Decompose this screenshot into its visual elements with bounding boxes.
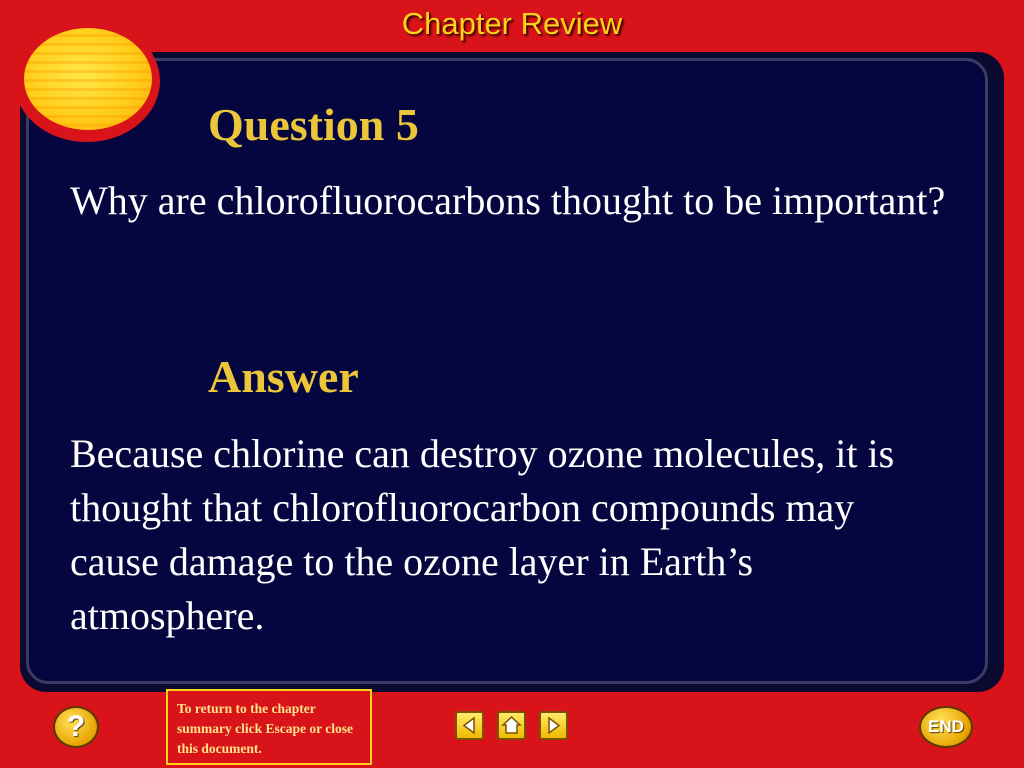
sun-icon [24,28,152,130]
question-text: Why are chlorofluorocarbons thought to be important? [70,178,946,223]
previous-button[interactable] [455,711,484,740]
next-button[interactable] [539,711,568,740]
question-heading: Question 5 [208,99,419,150]
help-button[interactable]: ? [53,706,99,748]
right-arrow-icon [541,713,566,738]
home-button[interactable] [497,711,526,740]
answer-heading: Answer [208,351,359,402]
chapter-title: Chapter Review [401,6,623,41]
end-button[interactable]: END [919,706,973,748]
home-icon [499,713,524,738]
answer-text: Because chlorine can destroy ozone molecules, it is thought that chlorofluorocarbon compounds may cause damage to the ozone layer in Earth’s atmosphere. [70,431,895,638]
return-note: To return to the chapter summary click Escape or close this document. [166,689,372,765]
left-arrow-icon [457,713,482,738]
